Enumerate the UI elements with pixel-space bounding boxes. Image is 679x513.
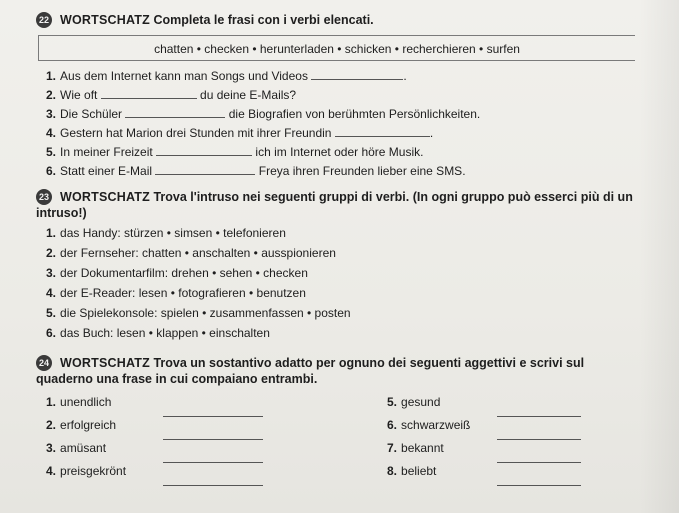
answer-blank[interactable] bbox=[156, 144, 252, 156]
page-edge-shadow bbox=[639, 0, 679, 513]
ex22-item-1: 1. Aus dem Internet kann man Songs und Videos . bbox=[46, 69, 407, 83]
ex22-item-5: 5. In meiner Freizeit ich im Internet oder höre Musik. bbox=[46, 145, 424, 159]
answer-blank[interactable] bbox=[163, 405, 263, 417]
answer-blank[interactable] bbox=[311, 68, 403, 80]
exercise-24-title-cont: quaderno una frase in cui compaiano entrambi. bbox=[36, 372, 318, 386]
ex22-item-2: 2. Wie oft du deine E-Mails? bbox=[46, 88, 297, 102]
ex22-item-3: 3. Die Schüler die Biografien von berühmten Persönlichkeiten. bbox=[46, 107, 481, 121]
ex23-item-6: 6. das Buch: lesen • klappen • einschalten bbox=[46, 326, 270, 340]
answer-blank[interactable] bbox=[335, 125, 430, 137]
exercise-24-number: 24 bbox=[36, 355, 52, 371]
exercise-23-title-cont: intruso!) bbox=[36, 206, 87, 220]
ex24-item-8: 8. beliebt bbox=[387, 464, 437, 478]
ex23-item-2: 2. der Fernseher: chatten • anschalten • ausspionieren bbox=[46, 246, 336, 260]
word-bank: chatten • checken • herunterladen • schicken • recherchieren • surfen bbox=[38, 35, 635, 61]
answer-blank[interactable] bbox=[163, 474, 263, 486]
answer-blank[interactable] bbox=[497, 405, 581, 417]
answer-blank[interactable] bbox=[497, 474, 581, 486]
ex23-item-5: 5. die Spielekonsole: spielen • zusammenfassen • posten bbox=[46, 306, 351, 320]
answer-blank[interactable] bbox=[163, 451, 263, 463]
answer-blank[interactable] bbox=[101, 87, 197, 99]
answer-blank[interactable] bbox=[125, 106, 225, 118]
ex24-item-7: 7. bekannt bbox=[387, 441, 444, 455]
answer-blank[interactable] bbox=[497, 451, 581, 463]
ex24-item-2: 2. erfolgreich bbox=[46, 418, 117, 432]
exercise-22-title: WORTSCHATZ Completa le frasi con i verbi elencati. bbox=[60, 13, 374, 27]
ex23-item-4: 4. der E-Reader: lesen • fotografieren • benutzen bbox=[46, 286, 306, 300]
ex22-item-6: 6. Statt einer E-Mail Freya ihren Freunden lieber eine SMS. bbox=[46, 164, 466, 178]
ex23-item-3: 3. der Dokumentarfilm: drehen • sehen • checken bbox=[46, 266, 308, 280]
ex24-item-3: 3. amüsant bbox=[46, 441, 107, 455]
answer-blank[interactable] bbox=[155, 163, 255, 175]
ex24-item-5: 5. gesund bbox=[387, 395, 441, 409]
exercise-23-number: 23 bbox=[36, 189, 52, 205]
answer-blank[interactable] bbox=[497, 428, 581, 440]
exercise-24-title: WORTSCHATZ Trova un sostantivo adatto per ognuno dei seguenti aggettivi e scrivi sul bbox=[60, 356, 585, 370]
exercise-22-number: 22 bbox=[36, 12, 52, 28]
exercise-23-title: WORTSCHATZ Trova l'intruso nei seguenti gruppi di verbi. (In ogni gruppo può esserci più di un bbox=[60, 190, 633, 204]
ex24-item-6: 6. schwarzweiß bbox=[387, 418, 471, 432]
answer-blank[interactable] bbox=[163, 428, 263, 440]
ex24-item-4: 4. preisgekrönt bbox=[46, 464, 127, 478]
ex22-item-4: 4. Gestern hat Marion drei Stunden mit ihrer Freundin . bbox=[46, 126, 434, 140]
ex24-item-1: 1. unendlich bbox=[46, 395, 112, 409]
ex23-item-1: 1. das Handy: stürzen • simsen • telefonieren bbox=[46, 226, 286, 240]
